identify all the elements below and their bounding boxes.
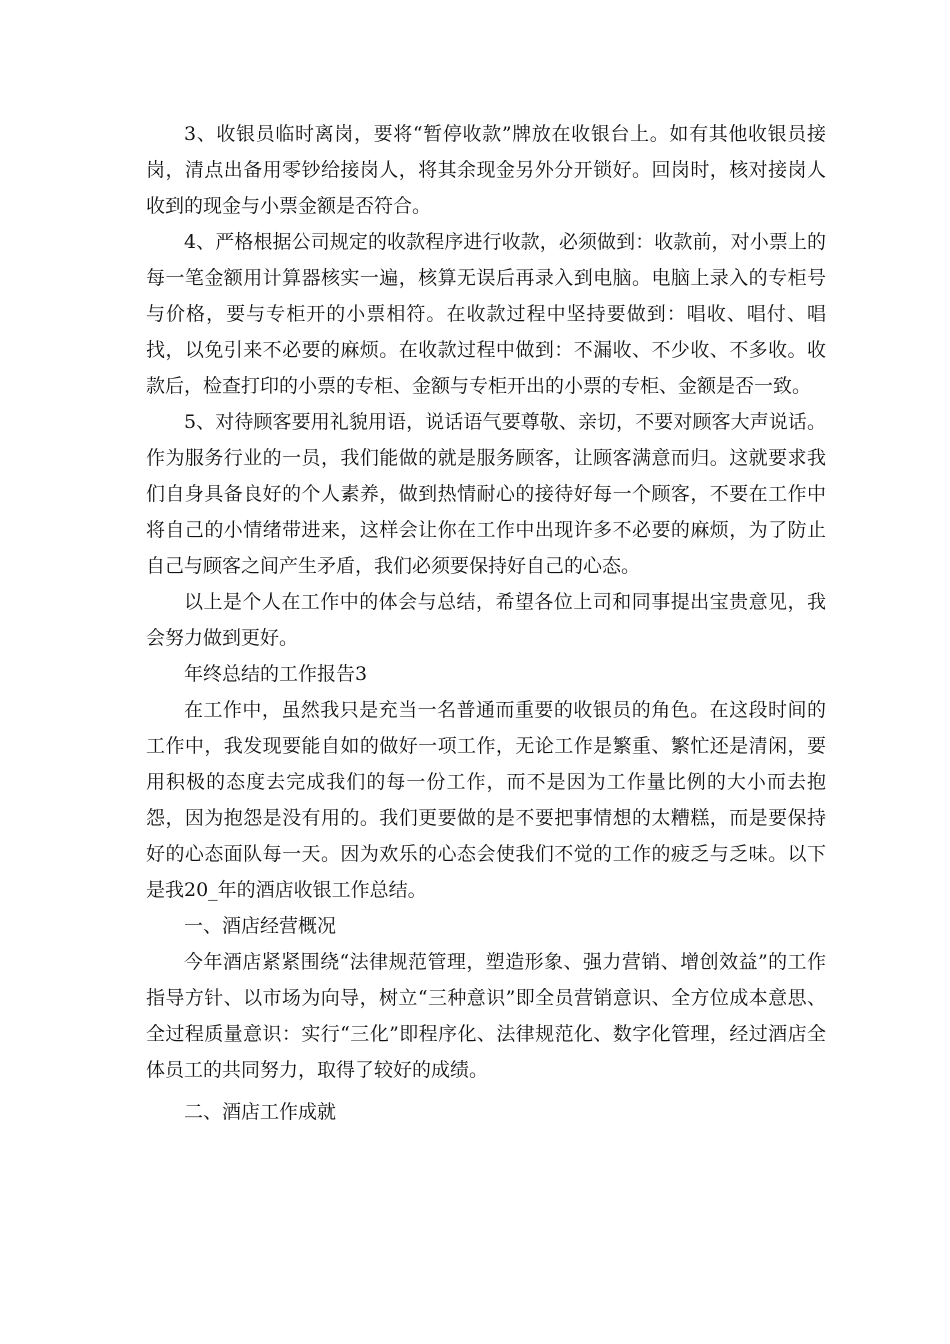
paragraph-item-5: 5、对待顾客要用礼貌用语，说话语气要尊敬、亲切，不要对顾客大声说话。作为服务行业的一员，我们能做的就是服务顾客，让顾客满意而归。这就要求我们自身具备良好的个人素养，做到热情耐心的接待好每一个顾客，不要在工作中将自己的小情绪带进来，这样会让你在工作中出现许多不必要的麻烦，为了防止自己与顾客之间产生矛盾，我们必须要保持好自己的心态。 xyxy=(146,411,826,577)
report-title: 年终总结的工作报告3 xyxy=(184,663,368,685)
paragraph-item-4: 4、严格根据公司规定的收款程序进行收款，必须做到：收款前，对小票上的每一笔金额用计算器核实一遍，核算无误后再录入到电脑。电脑上录入的专柜号与价格，要与专柜开的小票相符。在收款过程中坚持要做到：唱收、唱付、唱找，以免引来不必要的麻烦。在收款过程中做到：不漏收、不少收、不多收。收款后，检查打印的小票的专柜、金额与专柜开出的小票的专柜、金额是否一致。 xyxy=(146,231,826,397)
document-body xyxy=(146,116,826,1130)
report-intro-paragraph: 在工作中，虽然我只是充当一名普通而重要的收银员的角色。在这段时间的工作中，我发现要能自如的做好一项工作，无论工作是繁重、繁忙还是清闲，要用积极的态度去完成我们的每一份工作，而不是因为工作量比例的大小而去抱怨，因为抱怨是没有用的。我们更要做的是不要把事情想的太糟糕，而是要保持好的心态面队每一天。因为欢乐的心态会使我们不觉的工作的疲乏与乏味。以下是我20_年的酒店收银工作总结。 xyxy=(146,699,826,901)
section-heading-achievements: 二、酒店工作成就 xyxy=(184,1101,337,1123)
overview-paragraph: 今年酒店紧紧围绕“法律规范管理，塑造形象、强力营销、增创效益”的工作指导方针、以市场为向导，树立“三种意识”即全员营销意识、全方位成本意思、全过程质量意识：实行“三化”即程序化、法律规范化、数字化管理，经过酒店全体员工的共同努力，取得了较好的成绩。 xyxy=(146,951,826,1081)
section-heading-overview: 一、酒店经营概况 xyxy=(184,915,337,937)
closing-paragraph: 以上是个人在工作中的体会与总结，希望各位上司和同事提出宝贵意见，我会努力做到更好。 xyxy=(146,591,826,649)
paragraph-item-3: 3、收银员临时离岗，要将“暂停收款”牌放在收银台上。如有其他收银员接岗，清点出备用零钞给接岗人，将其余现金另外分开锁好。回岗时，核对接岗人收到的现金与小票金额是否符合。 xyxy=(146,123,826,217)
